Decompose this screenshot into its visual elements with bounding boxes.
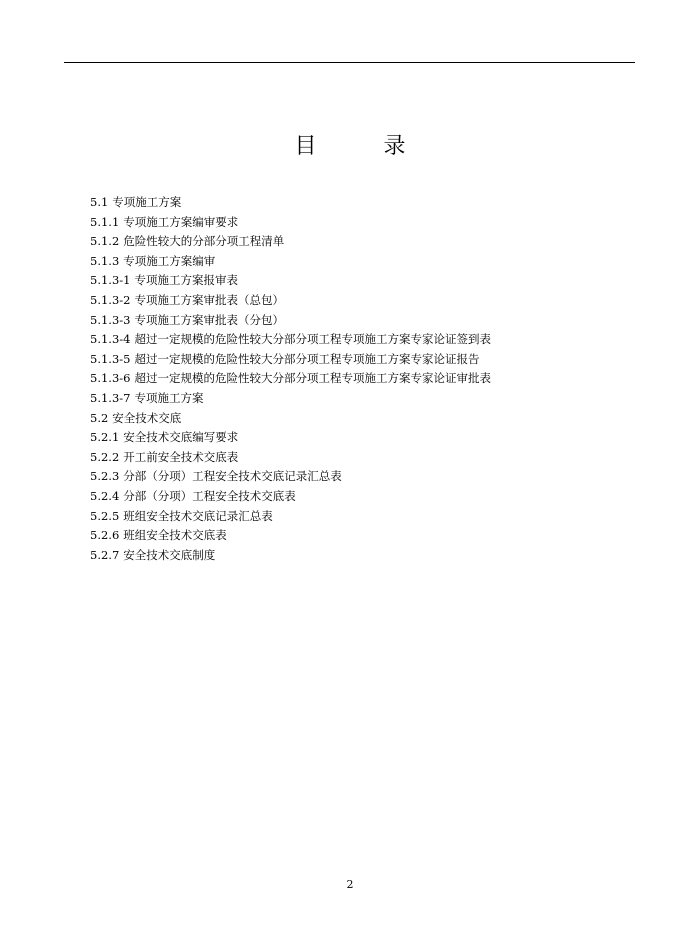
toc-entry-number: 5.2.3 (90, 469, 120, 484)
toc-entry[interactable] (90, 369, 491, 389)
toc-entry-title: 专项施工方案 (134, 390, 204, 405)
toc-entry-title: 分部（分项）工程安全技术交底表 (123, 488, 296, 503)
toc-entry[interactable] (90, 330, 491, 350)
toc-entry-number: 5.2.4 (90, 488, 120, 503)
toc-entry-title: 危险性较大的分部分项工程清单 (123, 234, 285, 249)
toc-entry-number: 5.1.3-2 (90, 292, 131, 307)
toc-entry-title: 专项施工方案审批表（分包） (134, 312, 284, 327)
toc-entry[interactable] (90, 350, 491, 370)
toc-entry-number: 5.1.3-1 (90, 273, 131, 288)
toc-entry-number: 5.2.6 (90, 528, 120, 543)
toc-entry-title: 安全技术交底 (112, 410, 182, 425)
toc-entry-number: 5.1.3-6 (90, 371, 131, 386)
toc-entry-title: 开工前安全技术交底表 (123, 449, 239, 464)
toc-entry[interactable] (90, 213, 491, 233)
toc-entry[interactable] (90, 507, 491, 527)
toc-entry-number: 5.1.3-3 (90, 312, 131, 327)
table-of-contents (90, 193, 491, 565)
toc-entry-title: 安全技术交底编写要求 (123, 430, 239, 445)
toc-entry-number: 5.2 (90, 410, 109, 425)
toc-entry-number: 5.1.3 (90, 253, 120, 268)
toc-entry[interactable] (90, 448, 491, 468)
toc-entry-title: 班组安全技术交底表 (123, 528, 227, 543)
toc-entry[interactable] (90, 252, 491, 272)
page-title: 目 录 (294, 134, 436, 159)
toc-entry[interactable] (90, 409, 491, 429)
toc-entry-number: 5.1.3-5 (90, 351, 131, 366)
toc-entry-title: 超过一定规模的危险性较大分部分项工程专项施工方案专家论证签到表 (134, 332, 491, 347)
page-number: 2 (346, 878, 354, 891)
toc-entry-title: 超过一定规模的危险性较大分部分项工程专项施工方案专家论证报告 (134, 351, 480, 366)
toc-entry[interactable] (90, 232, 491, 252)
toc-entry-title: 超过一定规模的危险性较大分部分项工程专项施工方案专家论证审批表 (134, 371, 491, 386)
toc-entry[interactable] (90, 291, 491, 311)
toc-entry-title: 专项施工方案编审 (123, 253, 216, 268)
toc-entry-title: 专项施工方案审批表（总包） (134, 292, 284, 307)
toc-entry-number: 5.1 (90, 195, 109, 209)
toc-entry[interactable] (90, 467, 491, 487)
toc-entry-title: 安全技术交底制度 (123, 547, 216, 562)
toc-entry-number: 5.1.2 (90, 234, 120, 249)
toc-entry-title: 专项施工方案编审要求 (123, 214, 239, 229)
toc-entry-number: 5.1.3-7 (90, 390, 131, 405)
toc-entry[interactable] (90, 193, 491, 213)
toc-entry-number: 5.2.7 (90, 547, 120, 562)
toc-entry[interactable] (90, 487, 491, 507)
toc-entry-number: 5.1.1 (90, 214, 120, 229)
toc-entry[interactable] (90, 389, 491, 409)
toc-entry[interactable] (90, 311, 491, 331)
header-rule (64, 62, 635, 63)
toc-entry-title: 班组安全技术交底记录汇总表 (123, 508, 273, 523)
toc-entry-number: 5.2.2 (90, 449, 120, 464)
toc-entry[interactable] (90, 271, 491, 291)
toc-entry-number: 5.2.5 (90, 508, 120, 523)
toc-entry-title: 专项施工方案报审表 (134, 273, 238, 288)
toc-entry-title: 分部（分项）工程安全技术交底记录汇总表 (123, 469, 342, 484)
toc-entry[interactable] (90, 526, 491, 546)
toc-entry-number: 5.2.1 (90, 430, 120, 445)
toc-entry-number: 5.1.3-4 (90, 332, 131, 347)
toc-entry-title: 专项施工方案 (112, 195, 182, 209)
toc-entry[interactable] (90, 546, 491, 566)
toc-entry[interactable] (90, 428, 491, 448)
